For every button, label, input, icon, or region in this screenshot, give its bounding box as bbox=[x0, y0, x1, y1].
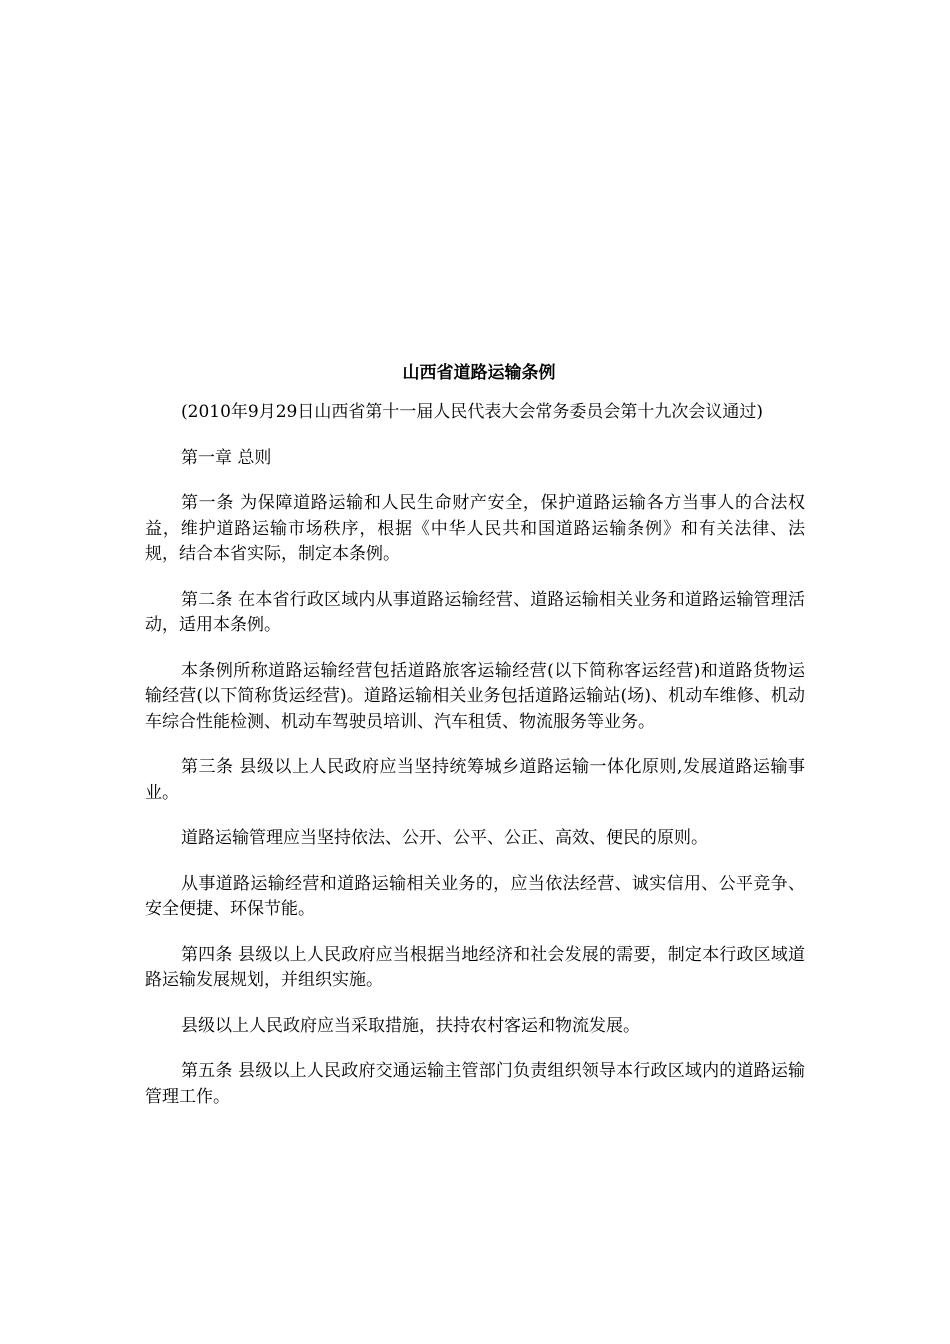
article-2: 第二条 在本省行政区域内从事道路运输经营、道路运输相关业务和道路运输管理活动，适用本条例。 bbox=[145, 589, 805, 635]
article-4: 第四条 县级以上人民政府应当根据当地经济和社会发展的需要，制定本行政区域道路运输发展规划，并组织实施。 bbox=[145, 944, 805, 990]
article-3-paragraph-2: 道路运输管理应当坚持依法、公开、公平、公正、高效、便民的原则。 bbox=[181, 828, 708, 848]
document-body bbox=[145, 360, 805, 1130]
article-1: 第一条 为保障道路运输和人民生命财产安全，保护道路运输各方当事人的合法权益，维护道路运输市场秩序，根据《中华人民共和国道路运输条例》和有关法律、法规，结合本省实际，制定本条例。 bbox=[145, 493, 805, 564]
chapter-heading: 第一章 总则 bbox=[181, 447, 272, 468]
article-3: 第三条 县级以上人民政府应当坚持统筹城乡道路运输一体化原则,发展道路运输事业。 bbox=[145, 757, 805, 803]
article-4-paragraph-2: 县级以上人民政府应当采取措施，扶持农村客运和物流发展。 bbox=[181, 1015, 640, 1036]
adoption-note: (2010年9月29日山西省第十一届人民代表大会常务委员会第十九次会议通过) bbox=[181, 402, 763, 422]
article-3-paragraph-3: 从事道路运输经营和道路运输相关业务的，应当依法经营、诚实信用、公平竞争、安全便捷、环保节能。 bbox=[145, 873, 805, 919]
article-2-paragraph-2: 本条例所称道路运输经营包括道路旅客运输经营(以下简称客运经营)和道路货物运输经营(以下简称货运经营)。道路运输相关业务包括道路运输站(场)、机动车维修、机动车综合性能检测、机动车驾驶员培训、汽车租赁、物流服务等业务。 bbox=[145, 660, 805, 732]
document-title: 山西省道路运输条例 bbox=[402, 363, 556, 383]
article-5: 第五条 县级以上人民政府交通运输主管部门负责组织领导本行政区域内的道路运输管理工作。 bbox=[145, 1061, 805, 1107]
